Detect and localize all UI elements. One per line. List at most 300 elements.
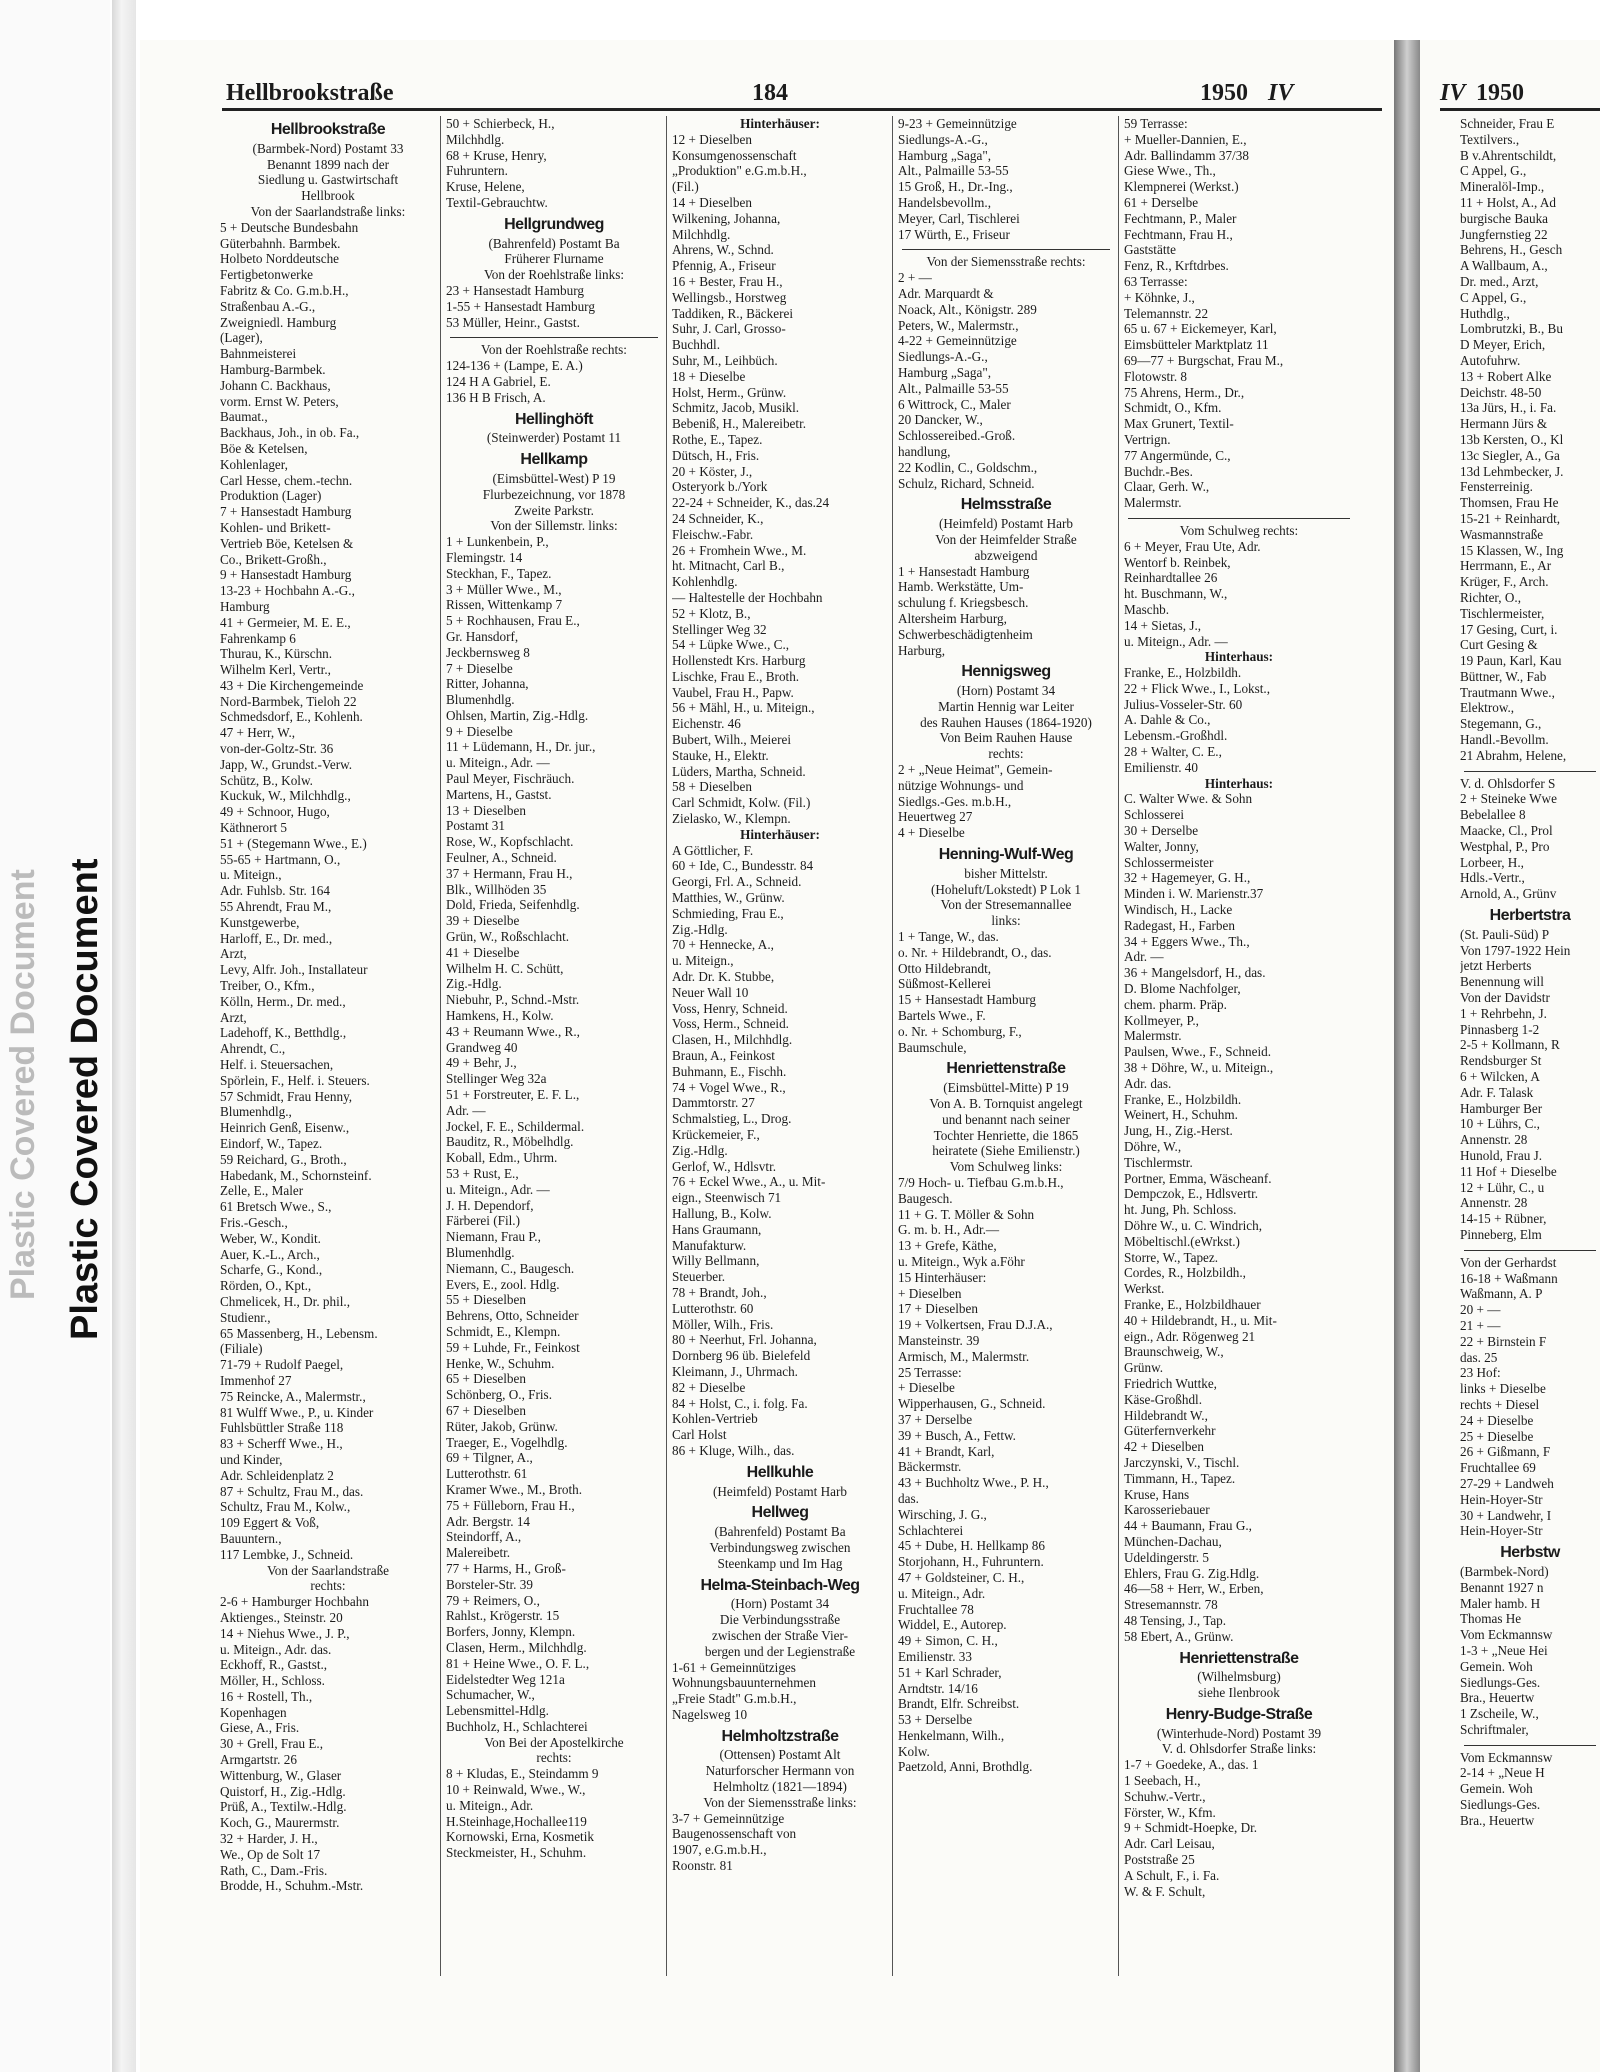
entry-line: Niemann, C., Baugesch. (446, 1260, 575, 1276)
entry-line: Zielasko, W., Klempn. (672, 811, 791, 827)
entry-line: 15 + Hansestadt Hamburg (898, 992, 1036, 1008)
entry-line: 34 + Eggers Wwe., Th., (1124, 933, 1250, 949)
entry-line: 18 + Dieselbe (672, 368, 746, 384)
entry-line: 32 + Harder, J. H., (220, 1831, 318, 1847)
entry-line: Georgi, Frl. A., Schneid. (672, 874, 802, 890)
entry-line: 9 + Dieselbe (446, 723, 513, 739)
entry-line: Kramer Wwe., M., Broth. (446, 1481, 582, 1497)
entry-line: Stellinger Weg 32a (446, 1071, 547, 1087)
entry-line: vorm. Ernst W. Peters, (220, 393, 339, 409)
entry-line: Studienr., (220, 1309, 271, 1325)
entry-line: 32 + Hagemeyer, G. H., (1124, 870, 1251, 886)
entry-line: 47 + Herr, W., (220, 725, 296, 741)
entry-line: Suhr, M., Leihbüch. (672, 352, 778, 368)
entry-line: 15-21 + Reinhardt, (1460, 510, 1561, 526)
entry-line: Hein-Hoyer-Str (1460, 1491, 1543, 1507)
entry-line: Stegemann, G., (1460, 716, 1542, 732)
entry-line: 13-23 + Hochbahn A.-G., (220, 583, 355, 599)
entry-line: Arnold, A., Grünv (1460, 886, 1557, 902)
entry-line: 47 + Goldsteiner, C. H., (898, 1569, 1025, 1585)
entry-line: Japp, W., Grundst.-Verw. (220, 756, 353, 772)
entry-line: 65 u. 67 + Eickemeyer, Karl, (1124, 321, 1277, 337)
header-page-number: 184 (752, 80, 788, 106)
entry-line: Hdls.-Vertr., (1460, 870, 1525, 886)
entry-line: Schulz, Richard, Schneid. (898, 475, 1035, 491)
entry-line: Thurau, K., Kürschn. (220, 646, 333, 662)
entry-line: 20 + — (1460, 1302, 1501, 1318)
entry-line: Evers, E., zool. Hdlg. (446, 1276, 560, 1292)
entry-line: 124-136 + (Lampe, E. A.) (446, 358, 583, 374)
entry-line: Levy, Alfr. Joh., Installateur (220, 962, 368, 978)
entry-line: Claar, Gerh. W., (1124, 479, 1210, 495)
street-note: Vom Schulweg rechts: (1179, 522, 1299, 538)
entry-line: Trautmann Wwe., (1460, 684, 1555, 700)
entry-line: Friedrich Wuttke, (1124, 1375, 1217, 1391)
entry-line: Ladehoff, K., Betthdlg., (220, 1025, 347, 1041)
entry-line: Dempczok, E., Hdlsvertr. (1124, 1186, 1259, 1202)
entry-line: Weber, W., Kondit. (220, 1230, 321, 1246)
street-note: Von der Siemensstraße links: (703, 1794, 857, 1810)
entry-line: 75 + Fülleborn, Frau H., (446, 1497, 575, 1513)
entry-line: 39 + Dieselbe (446, 913, 520, 929)
entry-line: 74 + Vogel Wwe., R., (672, 1079, 786, 1095)
entry-line: Koball, Edm., Uhrm. (446, 1150, 558, 1166)
entry-line: Maschb. (1124, 601, 1170, 617)
entry-line: Vom Eckmannsw (1460, 1749, 1553, 1765)
entry-line: Lebensm.-Großhdl. (1124, 728, 1228, 744)
entry-line: Schlossermeister (1124, 854, 1214, 870)
entry-line: Fuhruntern. (446, 163, 508, 179)
entry-line: 1-61 + Gemeinnütziges (672, 1659, 796, 1675)
entry-line: 81 Wulff Wwe., P., u. Kinder (220, 1404, 374, 1420)
directory-column-2 (446, 116, 662, 1861)
sidebar (0, 0, 110, 2072)
entry-line: 28 + Walter, C. E., (1124, 744, 1222, 760)
entry-line: 25 Terrasse: (898, 1364, 962, 1380)
entry-line: Adr. Ballindamm 37/38 (1124, 147, 1249, 163)
entry-line: 109 Eggert & Voß, (220, 1515, 320, 1531)
entry-line: Deichstr. 48-50 (1460, 384, 1542, 400)
entry-line: Pinneberg, Elm (1460, 1226, 1542, 1242)
entry-line: Martens, H., Gastst. (446, 786, 552, 802)
entry-line: Helf. i. Steuersachen, (220, 1057, 334, 1073)
entry-line: u. Miteign., Wyk a.Föhr (898, 1253, 1025, 1269)
entry-line: Buchhdl. (672, 337, 720, 353)
entry-line: Walter, Jonny, (1124, 838, 1199, 854)
street-note: (Horn) Postamt 34 (956, 683, 1056, 699)
entry-line: — Haltestelle der Hochbahn (672, 589, 823, 605)
entry-line: München-Dachau, (1124, 1533, 1222, 1549)
entry-line: Cordes, R., Holzbildh., (1124, 1265, 1246, 1281)
next-page-rule (1440, 108, 1600, 111)
entry-line: Benannt 1927 n (1460, 1579, 1544, 1595)
entry-line: Wentorf b. Reinbek, (1124, 554, 1231, 570)
entry-line: Giese Wwe., Th., (1124, 163, 1216, 179)
street-note: (Heimfeld) Postamt Harb (712, 1483, 848, 1499)
entry-line: 7 + Dieselbe (446, 660, 513, 676)
entry-line: 26 + Fromhein Wwe., M. (672, 542, 807, 558)
street-note: (Bahrenfeld) Postamt Ba (488, 235, 620, 251)
entry-line: Fleischw.-Fabr. (672, 526, 754, 542)
entry-line: Schwerbeschädigtenheim (898, 626, 1033, 642)
entry-line: Textil-Gebrauchtw. (446, 194, 548, 210)
entry-line: Dornberg 96 üb. Bielefeld (672, 1348, 811, 1364)
entry-line: B v.Ahrentschildt, (1460, 147, 1557, 163)
entry-line: Schmedsdorf, E., Kohlenh. (220, 709, 363, 725)
entry-line: 41 + Dieselbe (446, 944, 520, 960)
street-note: (Horn) Postamt 34 (730, 1596, 830, 1612)
entry-line: 6 + Meyer, Frau Ute, Adr. (1124, 538, 1261, 554)
entry-line: Hamburg-Barmbek. (220, 361, 326, 377)
entry-line: Hamkens, H., Kolw. (446, 1008, 554, 1024)
entry-line: Färberei (Fil.) (446, 1213, 520, 1229)
entry-line: Vom Eckmannsw (1460, 1627, 1553, 1643)
entry-line: D Meyer, Erich, (1460, 337, 1546, 353)
entry-line: 39 + Busch, A., Fettw. (898, 1427, 1016, 1443)
entry-line: Grünw. (1124, 1360, 1164, 1376)
entry-line: Eimsbütteler Marktplatz 11 (1124, 337, 1269, 353)
entry-line: Jung, H., Zig.-Herst. (1124, 1123, 1233, 1139)
entry-line: Roonstr. 81 (672, 1858, 733, 1874)
entry-line: Handl.-Bevollm. (1460, 732, 1549, 748)
entry-line: A. Dahle & Co., (1124, 712, 1211, 728)
entry-line: Holbeto Norddeutsche (220, 251, 340, 267)
entry-line: Habedank, M., Schornsteinf. (220, 1167, 372, 1183)
entry-line: Dold, Frieda, Seifenhdlg. (446, 897, 580, 913)
entry-line: Baumschule, (898, 1039, 967, 1055)
entry-line: 117 Lembke, J., Schneid. (220, 1546, 354, 1562)
entry-line: u. Miteign., Adr. (898, 1585, 986, 1601)
entry-line: Stauke, H., Elektr. (672, 747, 769, 763)
entry-line: Reinhardtallee 26 (1124, 570, 1218, 586)
entry-line: das. 25 (1460, 1349, 1498, 1365)
entry-line: Schriftmaler, (1460, 1721, 1529, 1737)
entry-line: H.Steinhage,Hochallee119 (446, 1813, 587, 1829)
entry-line: Wilhelm Kerl, Vertr., (220, 662, 331, 678)
entry-line: Emilienstr. 40 (1124, 759, 1198, 775)
entry-line: Udeldingerstr. 5 (1124, 1549, 1209, 1565)
street-note: Martin Hennig war Leiter (938, 698, 1074, 714)
entry-line: Schlosserei (1124, 807, 1185, 823)
entry-line: Schuhw.-Vertr., (1124, 1788, 1206, 1804)
entry-line: Nagelsweg 10 (672, 1706, 748, 1722)
entry-line: Wittenburg, W., Glaser (220, 1767, 342, 1783)
entry-line: Fruchtallee 69 (1460, 1460, 1536, 1476)
entry-line: Hamb. Werkstätte, Um- (898, 579, 1024, 595)
entry-line: 3 + Müller Wwe., M., (446, 581, 562, 597)
entry-line: Manufakturw. (672, 1237, 747, 1253)
entry-line: Schneider, Frau E (1460, 116, 1555, 131)
entry-line: 15 Klassen, W., Ing (1460, 542, 1564, 558)
entry-line: 56 + Mähl, H., u. Miteign., (672, 700, 815, 716)
entry-line: 11 + Lüdemann, H., Dr. jur., (446, 739, 596, 755)
entry-line: Steindorff, A., (446, 1529, 522, 1545)
entry-line: Herrmann, E., Ar (1460, 558, 1552, 574)
entry-line: Malermstr. (1124, 1028, 1182, 1044)
entry-line: 7/9 Hoch- u. Tiefbau G.m.b.H., (898, 1175, 1064, 1190)
entry-line: 82 + Dieselbe (672, 1379, 746, 1395)
entry-line: + Dieselben (898, 1285, 962, 1301)
entry-line: 77 + Harms, H., Groß- (446, 1560, 566, 1576)
entry-line: Maacke, Cl., Prol (1460, 823, 1553, 839)
entry-line: 1 + Lunkenbein, P., (446, 534, 549, 550)
entry-line: Eidelstedter Weg 121a (446, 1671, 565, 1687)
entry-line: u. Miteign., Adr. das. (220, 1641, 332, 1657)
entry-line: 22 + Birnstein F (1460, 1333, 1547, 1349)
entry-line: Bauditz, R., Möbelhdlg. (446, 1134, 574, 1150)
street-note: Von Beim Rauhen Hause (939, 730, 1073, 746)
entry-line: 20 Dancker, W., (898, 412, 983, 428)
entry-line: C Appel, G., (1460, 289, 1527, 305)
entry-line: 59 Reichard, G., Broth., (220, 1151, 347, 1167)
entry-line: Wohnungsbauunternehmen (672, 1675, 816, 1691)
entry-line: Arzt, (220, 946, 247, 962)
street-note: rechts: (988, 746, 1024, 762)
entry-line: Blumenhdlg. (446, 1244, 515, 1260)
entry-line: Schlachterei (898, 1522, 964, 1538)
entry-line: Blumenhdlg. (446, 692, 515, 708)
entry-line: u. Miteign., (220, 867, 282, 883)
street-note: Von der Stresemannallee (940, 897, 1072, 913)
entry-line: 13a Jürs, H., i. Fa. (1460, 400, 1557, 416)
entry-line: Heinrich Genß, Eisenw., (220, 1120, 350, 1136)
entry-line: Krückemeier, F., (672, 1127, 760, 1142)
street-note: Hellbrook (301, 188, 355, 204)
entry-line: Siedlungs-A.-G., (898, 349, 988, 365)
street-note: (Wilhelmsburg) (1197, 1669, 1281, 1685)
entry-line: 17 Würth, E., Friseur (898, 226, 1010, 242)
entry-line: Bebeniß, H., Malereibetr. (672, 416, 807, 432)
street-heading: Helmsstraße (960, 496, 1052, 514)
column-divider (892, 116, 893, 1976)
entry-line: 75 Reincke, A., Malermstr., (220, 1388, 366, 1404)
street-note: abzweigend (974, 547, 1038, 563)
entry-line: 55 Ahrendt, Frau M., (220, 899, 332, 915)
entry-line: Rahlst., Krögerstr. 15 (446, 1608, 560, 1624)
street-note: Von Bei der Apostelkirche (484, 1734, 624, 1750)
entry-line: Immenhof 27 (220, 1372, 292, 1388)
entry-line: 11 Hof + Dieselbe (1460, 1163, 1557, 1179)
entry-line: Buhmann, E., Fischh. (672, 1063, 787, 1079)
entry-line: nützige Wohnungs- und (898, 777, 1024, 793)
entry-line: Scharfe, G., Kond., (220, 1262, 323, 1278)
entry-line: Von der Gerhardst (1460, 1254, 1557, 1270)
entry-line: 80 + Neerhut, Frl. Johanna, (672, 1332, 817, 1348)
entry-line: 40 + Hildebrandt, H., u. Mit- (1124, 1312, 1277, 1328)
entry-line: Baumat., (220, 409, 268, 425)
entry-line: A Göttlicher, F. (672, 842, 754, 858)
entry-line: 30 + Derselbe (1124, 823, 1199, 839)
entry-line: u. Miteign., (672, 953, 734, 969)
entry-line: Annenstr. 28 (1460, 1132, 1528, 1148)
entry-line: Treiber, O., Kfm., (220, 978, 315, 994)
entry-line: Auer, K.-L., Arch., (220, 1246, 320, 1262)
entry-line: Kruse, Hans (1124, 1486, 1190, 1502)
entry-line: Noack, Alt., Königstr. 289 (898, 301, 1037, 317)
entry-line: Giese, A., Fris. (220, 1720, 300, 1736)
street-note: Von der Sillemstr. links: (490, 518, 618, 534)
entry-line: Gemein. Woh (1460, 1781, 1533, 1797)
side-label: Plastic Covered Document (64, 858, 106, 1340)
entry-line: Fruchtallee 78 (898, 1601, 974, 1617)
entry-line: Backhaus, Joh., in ob. Fa., (220, 425, 360, 441)
entry-line: Pfennig, A., Friseur (672, 258, 776, 274)
entry-line: Schmidt, E., Klempn. (446, 1323, 561, 1339)
entry-line: Arzt, (220, 1009, 247, 1025)
entry-line: Bebelallee 8 (1460, 807, 1526, 823)
entry-line: Meyer, Carl, Tischlerei (898, 210, 1020, 226)
subheading: Hinterhaus: (1204, 775, 1274, 791)
entry-line: Ahrens, W., Schnd. (672, 242, 774, 258)
entry-line: 13b Kersten, O., Kl (1460, 431, 1564, 447)
entry-line: Tischlermstr. (1124, 1154, 1193, 1170)
entry-line: Bäckermstr. (898, 1459, 962, 1475)
entry-line: Altersheim Harburg, (898, 610, 1007, 626)
entry-line: 50 + Schierbeck, H., (446, 116, 555, 131)
entry-line: 24 + Dieselbe (1460, 1412, 1534, 1428)
entry-line: Krüger, F., Arch. (1460, 574, 1549, 590)
entry-line: Kornowski, Erna, Kosmetik (446, 1829, 594, 1845)
entry-line: Hamburg „Saga", (898, 364, 992, 380)
entry-line: Hans Graumann, (672, 1221, 762, 1237)
street-note: Benannt 1899 nach der (267, 156, 389, 172)
entry-line: 67 + Dieselben (446, 1402, 526, 1418)
entry-line: Kollmeyer, P., (1124, 1012, 1199, 1028)
entry-line: 46—58 + Herr, W., Erben, (1124, 1581, 1264, 1597)
entry-line: 13 + Robert Alke (1460, 368, 1552, 384)
entry-line: Borfers, Jonny, Klempn. (446, 1624, 576, 1640)
entry-line: 14 + Sietas, J., (1124, 617, 1202, 633)
entry-line: 2 + „Neue Heimat", Gemein- (898, 762, 1053, 778)
entry-line: Buchdr.-Bes. (1124, 463, 1193, 479)
entry-line: Niemann, Frau P., (446, 1229, 541, 1245)
entry-line: Möbeltischl.(eWrkst.) (1124, 1233, 1240, 1249)
entry-line: 2 + Steineke Wwe (1460, 791, 1557, 807)
street-note: Von der Roehlstraße rechts: (481, 342, 627, 358)
entry-line: „Freie Stadt" G.m.b.H., (672, 1691, 797, 1707)
street-note: (Heimfeld) Postamt Harb (938, 516, 1074, 532)
entry-line: Vertrieb Böe, Ketelsen & (220, 535, 354, 551)
entry-line: Steckmeister, H., Schuhm. (446, 1845, 587, 1861)
street-note: (Eimsbüttel-Mitte) P 19 (943, 1080, 1069, 1096)
entry-line: Vertrign. (1124, 431, 1171, 447)
entry-line: Büttner, W., Fab (1460, 668, 1547, 684)
entry-line: 22 + Flick Wwe., I., Lokst., (1124, 680, 1271, 696)
entry-line: 52 + Klotz, B., (672, 605, 751, 621)
entry-line: Grün, W., Roßschlacht. (446, 929, 570, 945)
entry-line: 15 Hinterhäuser: (898, 1269, 987, 1285)
entry-line: 49 + Behr, J., (446, 1055, 517, 1071)
entry-line: 13 + Grefe, Käthe, (898, 1238, 997, 1254)
entry-line: Förster, W., Kfm. (1124, 1804, 1216, 1820)
entry-line: u. Miteign., Adr. — (446, 755, 550, 771)
entry-line: Straßenbau A.-G., (220, 298, 316, 314)
entry-line: Dr. med., Arzt, (1460, 273, 1539, 289)
entry-line: C. Walter Wwe. & Sohn (1124, 791, 1253, 807)
entry-line: 10 + Reinwald, Wwe., W., (446, 1782, 586, 1798)
entry-line: 65 + Dieselben (446, 1371, 526, 1387)
entry-line: Rendsburger St (1460, 1053, 1542, 1069)
entry-line: Rörden, O., Kpt., (220, 1278, 312, 1294)
entry-line: Fahrenkamp 6 (220, 630, 296, 646)
entry-line: Thomas He (1460, 1611, 1522, 1627)
entry-line: + Mueller-Dannien, E., (1124, 131, 1247, 147)
entry-line: Klempnerei (Werkst.) (1124, 179, 1239, 195)
entry-line: Zig.-Hdlg. (672, 921, 728, 937)
entry-line: Hamburg „Saga", (898, 147, 992, 163)
entry-line: 37 + Hermann, Frau H., (446, 865, 573, 881)
entry-line: 54 + Lüpke Wwe., C., (672, 637, 790, 653)
entry-line: A Wallbaum, A., (1460, 258, 1548, 274)
entry-line: Bubert, Wilh., Meierei (672, 732, 791, 748)
street-heading: Henriettenstraße (1179, 1649, 1299, 1667)
street-heading: Hennigsweg (961, 663, 1051, 681)
entry-line: Gemein. Woh (1460, 1658, 1533, 1674)
entry-line: Fris.-Gesch., (220, 1214, 288, 1230)
entry-line: Brodde, H., Schuhm.-Mstr. (220, 1878, 364, 1894)
entry-line: Adr. F. Talask (1460, 1084, 1534, 1100)
entry-line: 2-6 + Hamburger Hochbahn (220, 1594, 369, 1610)
entry-line: 16 + Bester, Frau H., (672, 273, 783, 289)
entry-line: 124 H A Gabriel, E. (446, 373, 551, 389)
entry-line: (Barmbek-Nord) (1460, 1563, 1549, 1579)
entry-line: Maler hamb. H (1460, 1595, 1541, 1611)
entry-line: eign., Adr. Rögenweg 21 (1124, 1328, 1256, 1344)
entry-line: Zelle, E., Maler (220, 1183, 304, 1199)
street-heading: Hellweg (751, 1504, 809, 1522)
entry-line: Behrens, H., Gesch (1460, 242, 1563, 258)
entry-line: Rothe, E., Tapez. (672, 431, 763, 447)
entry-line: Richter, O., (1460, 589, 1521, 605)
entry-line: 21 + — (1460, 1317, 1501, 1333)
entry-line: Waßmann, A. P (1460, 1286, 1543, 1302)
entry-line: 55-65 + Hartmann, O., (220, 851, 341, 867)
entry-line: 44 + Baumann, Frau G., (1124, 1518, 1252, 1534)
entry-line: ht. Buschmann, W., (1124, 586, 1228, 602)
entry-line: 37 + Derselbe (898, 1411, 973, 1427)
entry-line: Windisch, H., Lacke (1124, 902, 1233, 918)
entry-line: Fechtmann, Frau H., (1124, 226, 1233, 242)
entry-line: Voss, Henry, Schneid. (672, 1000, 788, 1016)
directory-column-3 (672, 116, 888, 1874)
street-note: Vom Schulweg links: (949, 1159, 1063, 1175)
entry-line: ht. Mitnacht, Carl B., (672, 558, 785, 574)
entry-line: 84 + Holst, C., i. folg. Fa. (672, 1395, 808, 1411)
entry-line: Niebuhr, P., Schnd.-Mstr. (446, 992, 580, 1008)
entry-line: 68 + Kruse, Henry, (446, 147, 547, 163)
entry-line: 81 + Heine Wwe., O. F. L., (446, 1655, 590, 1671)
entry-line: 11 + G. T. Möller & Sohn (898, 1206, 1035, 1222)
entry-line: 1 + Hansestadt Hamburg (898, 563, 1030, 579)
entry-line: Huthdlg., (1460, 305, 1510, 321)
entry-line: 17 Gesing, Curt, i. (1460, 621, 1558, 637)
entry-line: Wirsching, J. G., (898, 1506, 987, 1522)
entry-line: Zweigniedl. Hamburg (220, 314, 337, 330)
entry-line: Spörlein, F., Helf. i. Steuers. (220, 1072, 370, 1088)
entry-line: Jeckbernsweg 8 (446, 644, 530, 660)
entry-line: Lutterothstr. 60 (672, 1300, 754, 1316)
entry-line: Pinnasberg 1-2 (1460, 1021, 1540, 1037)
entry-line: Hermann Jürs & (1460, 416, 1548, 432)
entry-line: 78 + Brandt, Joh., (672, 1284, 767, 1300)
entry-line: Carl Holst (672, 1427, 727, 1443)
entry-line: Textilvers., (1460, 131, 1520, 147)
entry-line: Kleimann, J., Uhrmach. (672, 1363, 798, 1379)
entry-line: Postamt 31 (446, 818, 505, 834)
entry-line: Schmieding, Frau E., (672, 905, 784, 921)
entry-line: Döhre, W., (1124, 1139, 1182, 1154)
entry-line: Koch, G., Maurermstr. (220, 1815, 340, 1831)
